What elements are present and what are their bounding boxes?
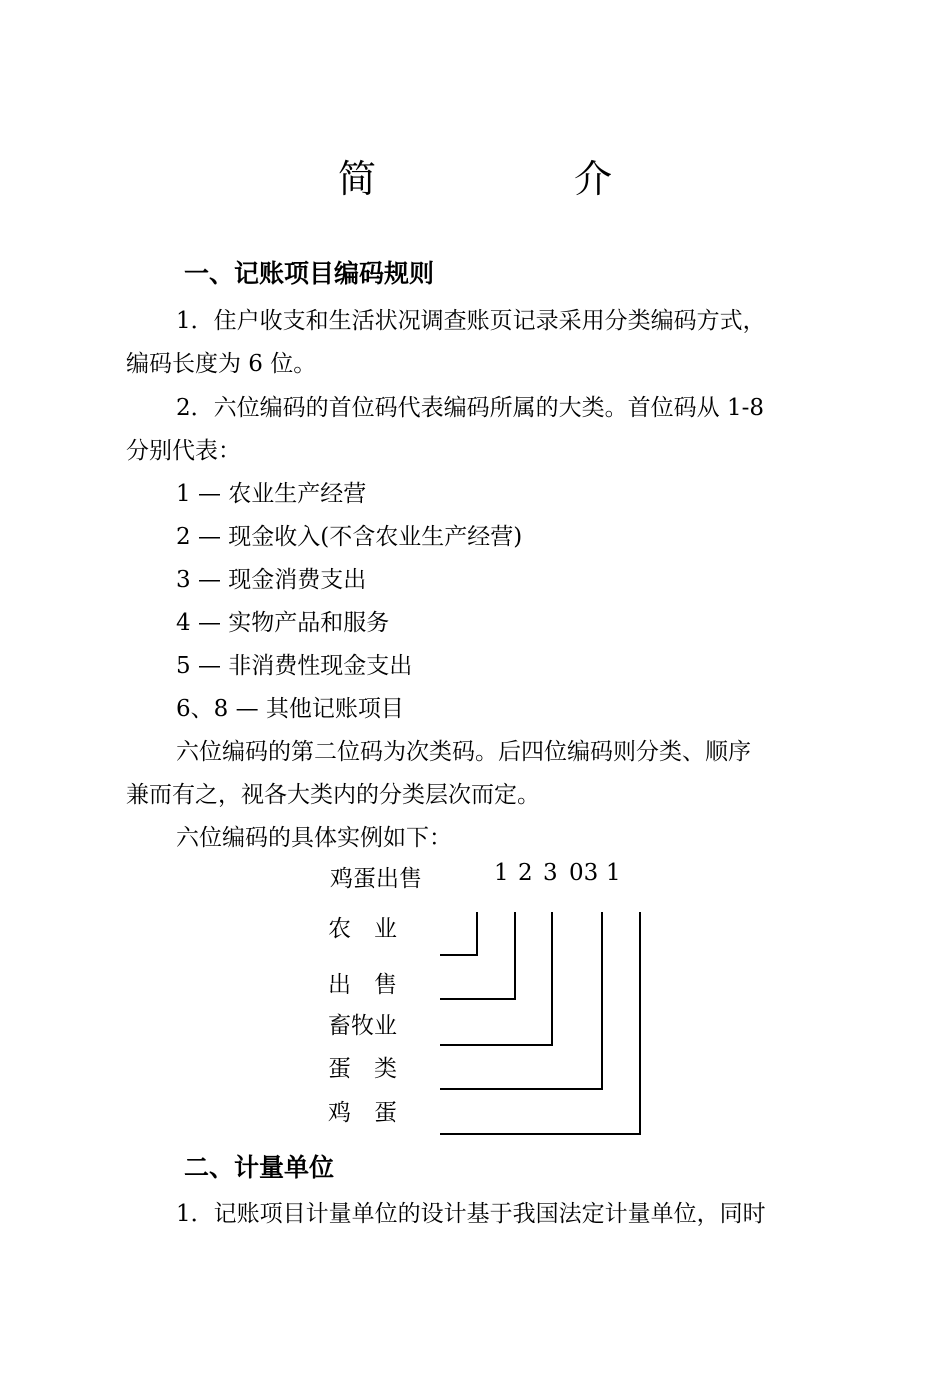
code-label: 鸡 蛋	[328, 1100, 397, 1126]
category-item: 1 — 农业生产经营	[176, 481, 367, 507]
bracket-line	[440, 912, 552, 1045]
paragraph-4: 六位编码的具体实例如下：	[176, 825, 452, 851]
paragraph-2-line-1: 2．六位编码的首位码代表编码所属的大类。首位码从 1-8	[176, 395, 764, 421]
category-item: 6、8 — 其他记账项目	[176, 696, 404, 722]
code-part: 1	[494, 860, 509, 886]
paragraph-1-line-2: 编码长度为 6 位。	[126, 351, 317, 377]
paragraph-2-line-2: 分别代表：	[126, 438, 241, 464]
section-heading-units: 二、计量单位	[184, 1153, 335, 1182]
code-part: 1	[606, 860, 621, 886]
paragraph-3-line-2: 兼而有之，视各大类内的分类层次而定。	[126, 782, 540, 808]
bracket-line	[440, 912, 477, 955]
code-label: 农 业	[328, 916, 397, 942]
section-2-paragraph-1-line-1: 1．记账项目计量单位的设计基于我国法定计量单位，同时	[176, 1201, 766, 1227]
code-label: 畜牧业	[328, 1013, 397, 1039]
category-item: 2 — 现金收入(不含农业生产经营)	[176, 524, 523, 550]
category-item: 3 — 现金消费支出	[176, 567, 367, 593]
code-part: 3	[543, 860, 558, 886]
section-heading-coding-rules: 一、记账项目编码规则	[184, 259, 435, 288]
paragraph-1-line-1: 1．住户收支和生活状况调查账页记录采用分类编码方式，	[176, 308, 766, 334]
category-item: 4 — 实物产品和服务	[176, 610, 390, 636]
example-item-name: 鸡蛋出售	[330, 866, 422, 892]
category-item: 5 — 非消费性现金支出	[176, 653, 413, 679]
code-part: 03	[569, 860, 599, 886]
page-title: 简 介	[337, 157, 692, 201]
code-label: 出 售	[328, 972, 397, 998]
bracket-line	[440, 912, 602, 1089]
paragraph-3-line-1: 六位编码的第二位码为次类码。后四位编码则分类、顺序	[176, 739, 751, 765]
bracket-line	[440, 912, 640, 1134]
code-part: 2	[518, 860, 533, 886]
code-label: 蛋 类	[328, 1056, 397, 1082]
